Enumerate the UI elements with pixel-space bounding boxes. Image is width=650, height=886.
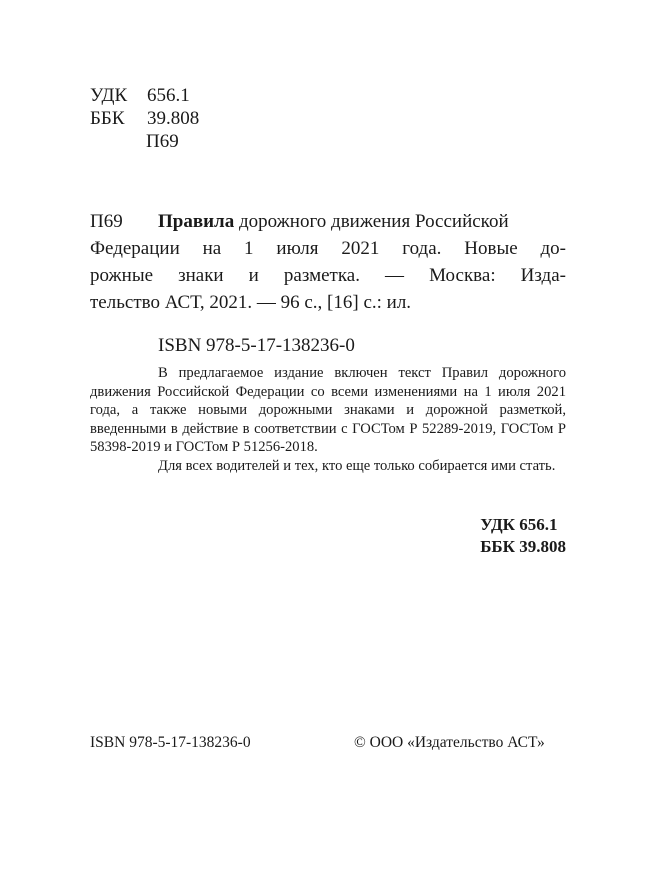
entry-line-1-rest: дорожного движения Российской [234,211,509,232]
entry-line-1 [158,208,566,235]
annotation-paragraph-1: В предлагаемое издание включен текст Правил дорожного движения Российской Федерации со всеми изменениями на 1 июля 2021 года, а также новыми дорожными знаками и дорожной разметкой, введенными в действие в соответствии с ГОСТом Р 52289-2019, ГОСТом Р 58398-2019 и ГОСТом Р 51256-2018. [90,365,566,456]
index-udk: УДК 656.1 [480,515,558,534]
annotation [90,364,566,476]
bbk-label: ББК [90,108,125,129]
entry-line-2: Федерации на 1 июля 2021 года. Новые до- [90,238,566,259]
annotation-paragraph-2: Для всех водителей и тех, кто еще только собирается ими стать. [158,457,556,474]
classification-codes [90,84,199,153]
index-bbk: ББК 39.808 [480,537,566,556]
entry-title-bold: Правила [158,211,235,232]
bibliographic-entry [90,208,566,316]
entry-description [158,208,566,235]
isbn-main: ISBN 978-5-17-138236-0 [158,335,355,356]
entry-author-mark: П69 [90,211,123,232]
udk-row [90,84,199,107]
footer-copyright: © ООО «Издательство АСТ» [354,734,545,751]
author-mark: П69 [146,131,179,152]
udk-value: 656.1 [147,85,190,106]
bbk-value: 39.808 [147,108,200,129]
entry-line-3: рожные знаки и разметка. — Москва: Изда- [90,265,566,286]
footer-isbn: ISBN 978-5-17-138236-0 [90,734,251,751]
udk-label: УДК [90,85,128,106]
index-codes-bold [480,514,566,558]
entry-line-4: тельство АСТ, 2021. — 96 с., [16] с.: ил. [90,292,412,313]
bbk-row [90,107,199,130]
